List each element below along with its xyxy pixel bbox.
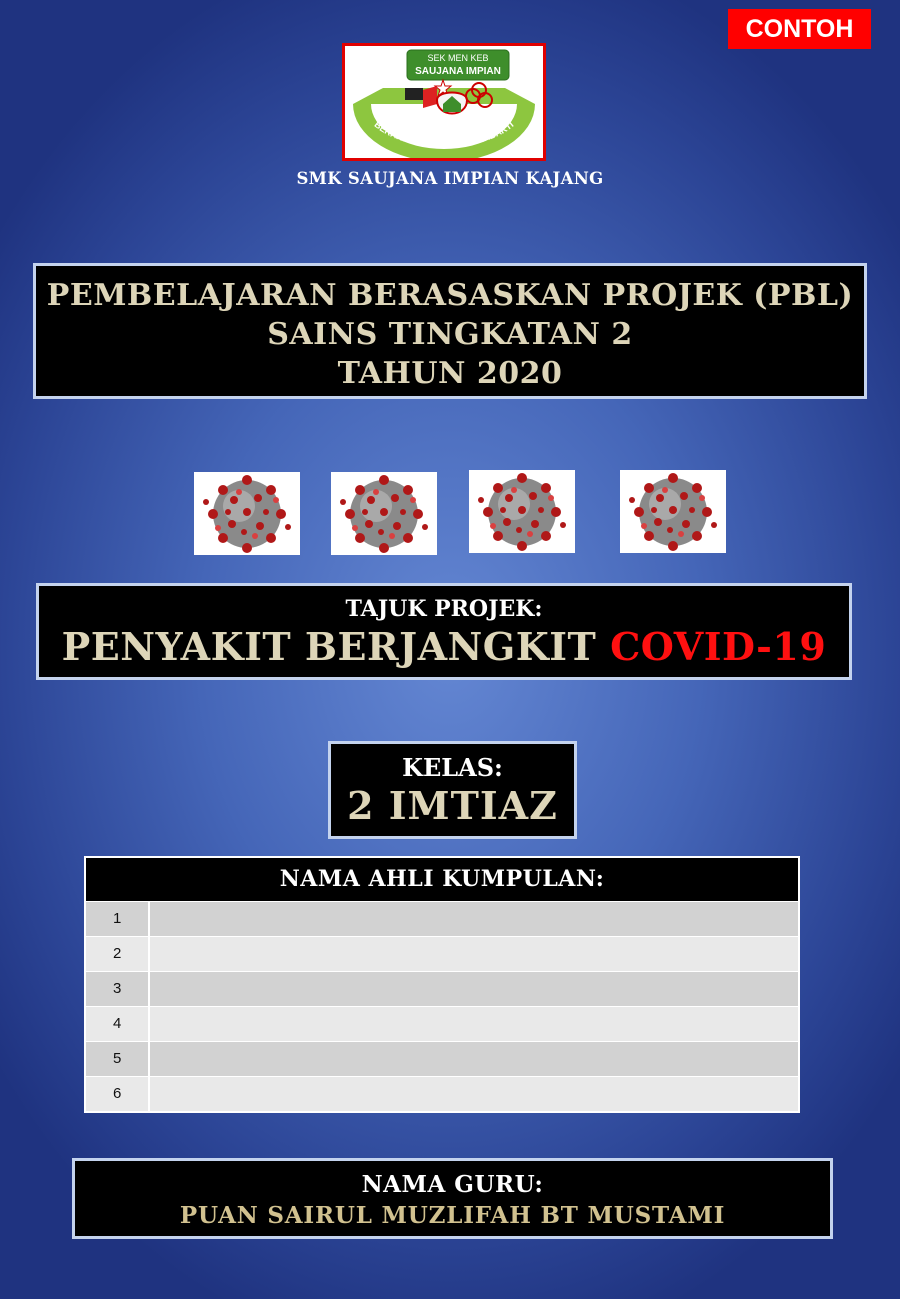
class-label: KELAS:: [402, 753, 503, 782]
project-label: TAJUK PROJEK:: [345, 596, 543, 622]
member-name-cell[interactable]: [150, 1007, 798, 1041]
svg-text:BERAKHLAK BERILMU BERBAKTI: BERAKHLAK BERILMU BERBAKTI: [372, 119, 516, 150]
member-name-cell[interactable]: [150, 1042, 798, 1076]
school-name: SMK SAUJANA IMPIAN KAJANG: [296, 169, 604, 188]
coronavirus-image: [469, 470, 575, 553]
title-line: PEMBELAJARAN BERASASKAN PROJEK (PBL): [46, 278, 854, 313]
svg-text:SEK MEN KEB: SEK MEN KEB: [427, 53, 489, 63]
member-name-cell[interactable]: [150, 1077, 798, 1111]
coronavirus-image: [620, 470, 726, 553]
class-value: 2 IMTIAZ: [347, 783, 558, 828]
table-row: [86, 936, 798, 971]
row-number: 1: [86, 902, 150, 936]
coronavirus-image: [331, 472, 437, 555]
title-line: SAINS TINGKATAN 2: [267, 317, 633, 352]
teacher-name: PUAN SAIRUL MUZLIFAH BT MUSTAMI: [179, 1202, 726, 1229]
row-number: 2: [86, 937, 150, 971]
project-title-main: PENYAKIT BERJANGKIT: [61, 624, 611, 669]
member-name-cell[interactable]: [150, 972, 798, 1006]
teacher-label: NAMA GURU:: [361, 1171, 544, 1198]
member-name-cell[interactable]: [150, 937, 798, 971]
coronavirus-image: [194, 472, 300, 555]
project-title-highlight: COVID-19: [610, 624, 827, 669]
school-logo: [342, 43, 546, 161]
title-box: [33, 263, 867, 399]
row-number: 4: [86, 1007, 150, 1041]
member-table: [84, 856, 800, 1113]
table-row: [86, 901, 798, 936]
row-number: 5: [86, 1042, 150, 1076]
sample-badge: CONTOH: [728, 9, 871, 49]
teacher-box: [72, 1158, 833, 1239]
member-name-cell[interactable]: [150, 902, 798, 936]
row-number: 6: [86, 1077, 150, 1111]
project-title-box: [36, 583, 852, 680]
class-box: [328, 741, 577, 839]
svg-text:SAUJANA IMPIAN: SAUJANA IMPIAN: [415, 66, 501, 77]
title-line: TAHUN 2020: [337, 356, 563, 391]
table-row: [86, 1076, 798, 1111]
row-number: 3: [86, 972, 150, 1006]
table-row: [86, 1041, 798, 1076]
table-row: [86, 971, 798, 1006]
project-title: [39, 624, 849, 670]
table-row: [86, 1006, 798, 1041]
member-table-header: NAMA AHLI KUMPULAN:: [86, 858, 798, 901]
